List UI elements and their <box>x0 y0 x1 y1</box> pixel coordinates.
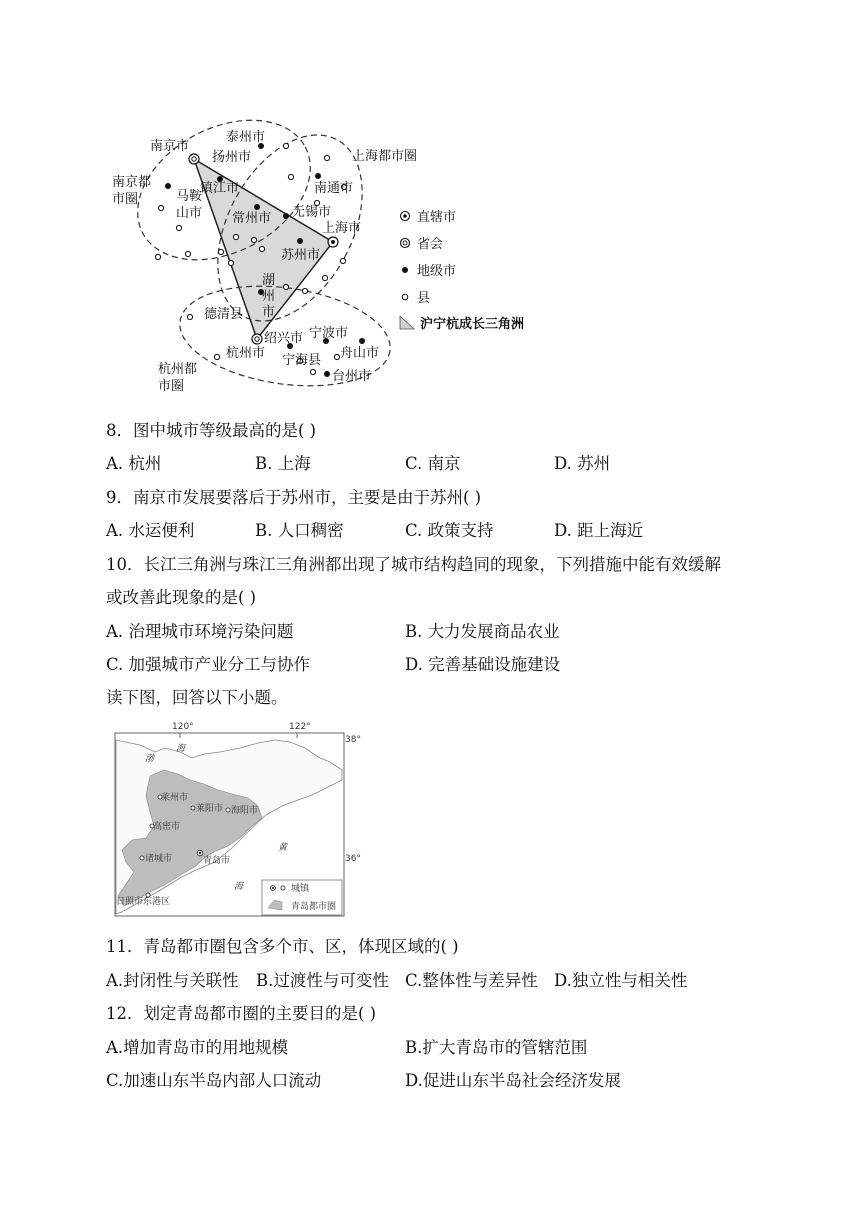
map1-legend <box>400 209 524 332</box>
label-nanjing-circle-2: 市圈 <box>112 192 139 207</box>
label-zhenjiang: 镇江市 <box>200 181 240 196</box>
label-shaoxing: 绍兴市 <box>264 331 304 346</box>
map2-legend <box>262 880 342 915</box>
legend-town: 城镇 <box>291 884 310 894</box>
q8-stem: 8．图中城市等级最高的是( ) <box>106 421 317 440</box>
label-nanjing: 南京市 <box>150 139 190 154</box>
label-shanghai: 上海市 <box>322 221 362 236</box>
label-huzhou-1: 湖 <box>262 273 276 288</box>
label-yangzhou: 扬州市 <box>212 150 252 165</box>
label-shanghai-circle: 上海都市圈 <box>352 149 418 164</box>
label-huzhou-2: 州 <box>262 289 276 304</box>
q11-option-a[interactable]: A.封闭性与关联性 <box>106 971 239 990</box>
lon-122: 122° <box>289 722 311 732</box>
city-zhucheng: 诸城市 <box>145 854 173 864</box>
label-taizhou-zj: 台州市 <box>332 369 372 384</box>
label-huzhou-3: 市 <box>262 305 276 320</box>
q10-stem-line1: 10．长江三角洲与珠江三角洲都出现了城市结构趋同的现象，下列措施中能有效缓解 <box>106 555 721 574</box>
q12-option-c[interactable]: C.加速山东半岛内部人口流动 <box>106 1071 322 1090</box>
label-nantong: 南通市 <box>314 181 354 196</box>
city-laiyang: 莱阳市 <box>196 804 224 814</box>
q10-option-c[interactable]: C. 加强城市产业分工与协作 <box>106 655 311 674</box>
city-haiyang: 海阳市 <box>231 806 259 816</box>
q12-option-d[interactable]: D.促进山东半岛社会经济发展 <box>405 1071 621 1090</box>
legend-municipality: 直辖市 <box>417 210 457 225</box>
intro-text: 读下图，回答以下小题。 <box>106 688 288 707</box>
sea-bo-1: 渤 <box>145 754 155 764</box>
label-deqing: 德清县 <box>204 307 244 322</box>
city-rizhao: 日照市东港区 <box>116 897 171 907</box>
label-zhoushan: 舟山市 <box>340 346 380 361</box>
label-changzhou: 常州市 <box>232 211 272 226</box>
label-taizhou-js: 泰州市 <box>226 130 266 145</box>
q10-stem-line2: 或改善此现象的是( ) <box>106 588 257 607</box>
city-gaomi: 高密市 <box>153 822 181 832</box>
sea-bo-2: 海 <box>176 744 186 754</box>
q8-option-a[interactable]: A. 杭州 <box>106 454 162 473</box>
q9-option-d[interactable]: D. 距上海近 <box>554 521 644 540</box>
q11-option-c[interactable]: C.整体性与差异性 <box>405 971 538 990</box>
q12-option-b[interactable]: B.扩大青岛市的管辖范围 <box>405 1038 588 1057</box>
qingdao-metro-map <box>110 720 365 920</box>
q11-option-b[interactable]: B.过渡性与可变性 <box>256 971 389 990</box>
legend-prefecture-city: 地级市 <box>417 264 457 279</box>
legend-provincial-capital: 省会 <box>417 237 444 252</box>
legend-triangle: 沪宁杭成长三角洲 <box>420 317 525 332</box>
q8-option-c[interactable]: C. 南京 <box>405 454 461 473</box>
lat-38: 38° <box>345 735 361 745</box>
q10-option-b[interactable]: B. 大力发展商品农业 <box>405 622 560 641</box>
label-ninghai: 宁海县 <box>282 353 322 368</box>
q11-stem: 11．青岛都市圈包含多个市、区，体现区域的( ) <box>106 937 459 956</box>
lon-120: 120° <box>172 722 194 732</box>
label-hangzhou-circle-1: 杭州都 <box>158 362 198 377</box>
q11-option-d[interactable]: D.独立性与相关性 <box>554 971 688 990</box>
label-maanshan-2: 山市 <box>176 206 203 221</box>
sea-huang-2: 海 <box>234 882 244 892</box>
lat-36: 36° <box>345 854 361 864</box>
q8-option-b[interactable]: B. 上海 <box>255 454 311 473</box>
q9-stem: 9．南京市发展要落后于苏州市，主要是由于苏州( ) <box>106 488 482 507</box>
q12-stem: 12．划定青岛都市圈的主要目的是( ) <box>106 1004 377 1023</box>
q10-option-a[interactable]: A. 治理城市环境污染问题 <box>106 622 294 641</box>
label-wuxi: 无锡市 <box>292 205 332 220</box>
label-maanshan-1: 马鞍 <box>176 189 203 204</box>
nanjing-capital-symbol <box>189 154 199 164</box>
label-nanjing-circle-1: 南京都 <box>112 175 152 190</box>
legend-circle: 青岛都市圈 <box>291 902 337 912</box>
city-qingdao: 青岛市 <box>203 856 231 866</box>
q9-option-c[interactable]: C. 政策支持 <box>405 521 494 540</box>
q10-option-d[interactable]: D. 完善基础设施建设 <box>405 655 561 674</box>
label-suzhou: 苏州市 <box>281 248 321 263</box>
shanghai-municipality-symbol <box>328 237 338 247</box>
city-laizhou: 莱州市 <box>161 793 189 803</box>
legend-county: 县 <box>417 291 431 306</box>
label-ningbo: 宁波市 <box>309 326 349 341</box>
q8-option-d[interactable]: D. 苏州 <box>554 454 611 473</box>
q9-option-b[interactable]: B. 人口稠密 <box>255 521 344 540</box>
hangzhou-capital-symbol <box>252 334 262 344</box>
sea-huang-1: 黄 <box>278 843 288 853</box>
label-hangzhou: 杭州市 <box>226 346 266 361</box>
q12-option-a[interactable]: A.增加青岛市的用地规模 <box>106 1038 289 1057</box>
yangtze-delta-map <box>100 108 570 398</box>
q9-option-a[interactable]: A. 水运便利 <box>106 521 195 540</box>
label-hangzhou-circle-2: 市圈 <box>158 379 185 394</box>
